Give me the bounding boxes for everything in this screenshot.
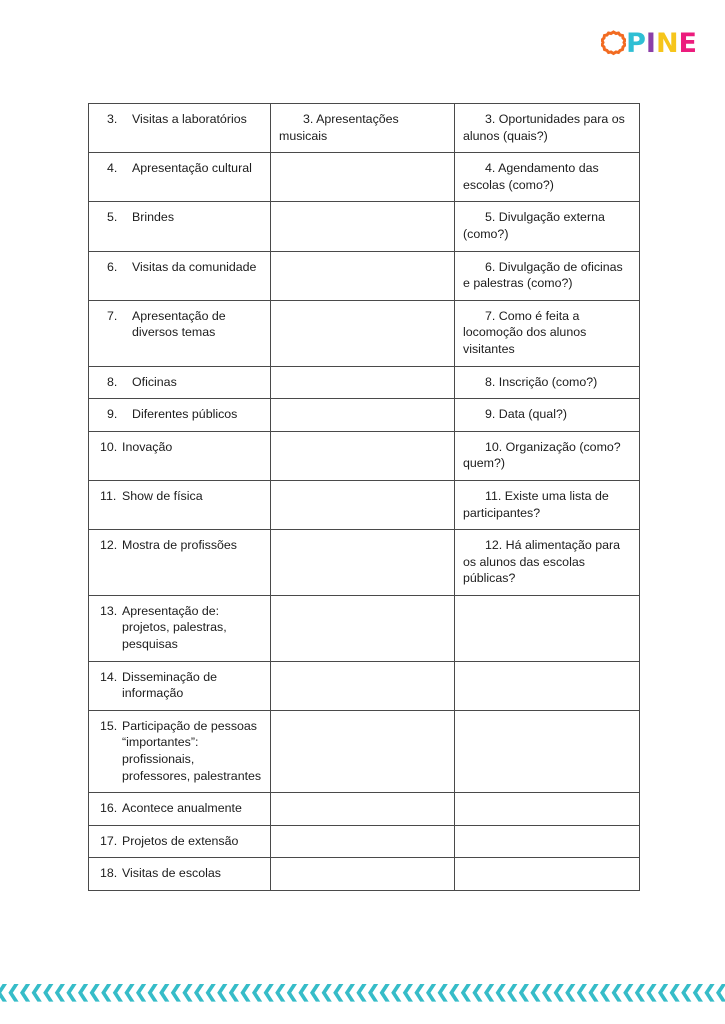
cell-question[interactable] (455, 300, 640, 366)
logo-letter-p: P (626, 27, 646, 59)
cell-question[interactable] (455, 431, 640, 480)
table-row (89, 431, 640, 480)
table-row (89, 661, 640, 710)
cell-question[interactable] (455, 530, 640, 596)
table-row (89, 710, 640, 792)
cell-activity[interactable] (89, 595, 271, 661)
cell-question[interactable] (455, 710, 640, 792)
cell-activity[interactable] (89, 366, 271, 399)
question-text: 3. Oportunidades para os alunos (quais?) (463, 112, 625, 143)
item-number: 16. (100, 801, 118, 816)
table-row (89, 480, 640, 529)
cell-question[interactable] (455, 104, 640, 153)
item-number: 14. (100, 669, 118, 684)
cell-presentation[interactable] (271, 300, 455, 366)
cell-question[interactable] (455, 399, 640, 432)
cell-presentation[interactable] (271, 530, 455, 596)
item-label: Mostra de profissões (122, 538, 238, 553)
logo-letter-i: I (645, 27, 656, 59)
cell-presentation[interactable] (271, 104, 455, 153)
logo-letters (601, 27, 697, 59)
cell-presentation[interactable] (271, 661, 455, 710)
cell-presentation[interactable] (271, 825, 455, 858)
item-label: Apresentação de: projetos, palestras, pesquisas (122, 603, 227, 652)
cell-activity[interactable] (89, 530, 271, 596)
table-row (89, 202, 640, 251)
item-label: Participação de pessoas “importantes”: profissionais, professores, palestrantes (122, 718, 262, 783)
item-label: Visitas de escolas (122, 866, 221, 881)
question-text: 9. Data (qual?) (485, 407, 567, 422)
presentation-text: 3. Apresentações musicais (279, 112, 399, 143)
opine-logo (601, 26, 697, 60)
item-label: Apresentação cultural (132, 161, 252, 176)
table-row (89, 858, 640, 891)
cell-question[interactable] (455, 202, 640, 251)
cell-presentation[interactable] (271, 366, 455, 399)
question-text: 12. Há alimentação para os alunos das escolas públicas? (463, 538, 621, 586)
item-number: 9. (107, 407, 118, 422)
cell-activity[interactable] (89, 661, 271, 710)
cell-activity[interactable] (89, 104, 271, 153)
item-number: 5. (107, 210, 118, 225)
cell-activity[interactable] (89, 480, 271, 529)
cell-activity[interactable] (89, 793, 271, 826)
item-number: 15. (100, 718, 118, 733)
item-label: Acontece anualmente (122, 801, 242, 816)
logo-letter-e: E (678, 27, 697, 59)
question-text: 10. Organização (como? quem?) (463, 439, 621, 471)
cell-presentation[interactable] (271, 431, 455, 480)
item-number: 6. (107, 259, 118, 274)
item-number: 3. (107, 112, 118, 126)
cell-activity[interactable] (89, 202, 271, 251)
logo-letter-n: N (655, 27, 679, 59)
item-number: 4. (107, 161, 118, 176)
cell-activity[interactable] (89, 710, 271, 792)
item-number: 17. (100, 833, 118, 848)
item-number: 10. (100, 439, 118, 454)
question-text: 11. Existe uma lista de participantes? (463, 488, 609, 520)
footer-chevron-ornament (0, 980, 725, 1006)
cell-presentation[interactable] (271, 480, 455, 529)
cell-question[interactable] (455, 153, 640, 202)
cell-question[interactable] (455, 595, 640, 661)
question-text: 5. Divulgação externa (como?) (463, 210, 605, 241)
table-row (89, 793, 640, 826)
cell-presentation[interactable] (271, 251, 455, 300)
item-label: Visitas a laboratórios (132, 112, 247, 126)
table-row (89, 251, 640, 300)
cell-presentation[interactable] (271, 858, 455, 891)
cell-activity[interactable] (89, 153, 271, 202)
cell-question[interactable] (455, 858, 640, 891)
question-text: 8. Inscrição (como?) (485, 374, 598, 389)
cell-activity[interactable] (89, 431, 271, 480)
item-label: Projetos de extensão (122, 833, 239, 848)
question-text: 6. Divulgação de oficinas e palestras (como?) (463, 259, 623, 291)
questionnaire-table-wrapper (88, 103, 639, 891)
cell-presentation[interactable] (271, 399, 455, 432)
table-row (89, 300, 640, 366)
logo-letter-o-gear (601, 30, 626, 56)
cell-activity[interactable] (89, 825, 271, 858)
item-label: Show de física (122, 488, 203, 503)
table-row (89, 153, 640, 202)
cell-question[interactable] (455, 366, 640, 399)
questionnaire-table (88, 103, 640, 891)
cell-question[interactable] (455, 661, 640, 710)
cell-activity[interactable] (89, 300, 271, 366)
item-number: 13. (100, 603, 118, 618)
table-row (89, 366, 640, 399)
cell-presentation[interactable] (271, 710, 455, 792)
cell-presentation[interactable] (271, 793, 455, 826)
table-body (89, 104, 640, 891)
table-row (89, 530, 640, 596)
cell-question[interactable] (455, 793, 640, 826)
cell-presentation[interactable] (271, 202, 455, 251)
cell-presentation[interactable] (271, 153, 455, 202)
table-row (89, 595, 640, 661)
item-number: 11. (100, 488, 117, 503)
cell-presentation[interactable] (271, 595, 455, 661)
item-label: Disseminação de informação (122, 669, 218, 701)
cell-activity[interactable] (89, 251, 271, 300)
item-label: Visitas da comunidade (132, 259, 257, 274)
cell-question[interactable] (455, 480, 640, 529)
question-text: 4. Agendamento das escolas (como?) (463, 161, 599, 192)
table-row (89, 104, 640, 153)
item-label: Inovação (122, 439, 173, 454)
item-number: 18. (100, 866, 118, 881)
item-number: 12. (100, 538, 118, 553)
table-row (89, 399, 640, 432)
item-label: Brindes (132, 210, 175, 225)
cell-activity[interactable] (89, 858, 271, 891)
item-number: 7. (107, 308, 118, 323)
question-text: 7. Como é feita a locomoção dos alunos visitantes (463, 308, 587, 356)
item-label: Oficinas (132, 374, 177, 389)
cell-activity[interactable] (89, 399, 271, 432)
table-row (89, 825, 640, 858)
item-label: Diferentes públicos (132, 407, 238, 422)
cell-question[interactable] (455, 251, 640, 300)
item-number: 8. (107, 374, 118, 389)
cell-question[interactable] (455, 825, 640, 858)
item-label: Apresentação de diversos temas (132, 308, 226, 340)
